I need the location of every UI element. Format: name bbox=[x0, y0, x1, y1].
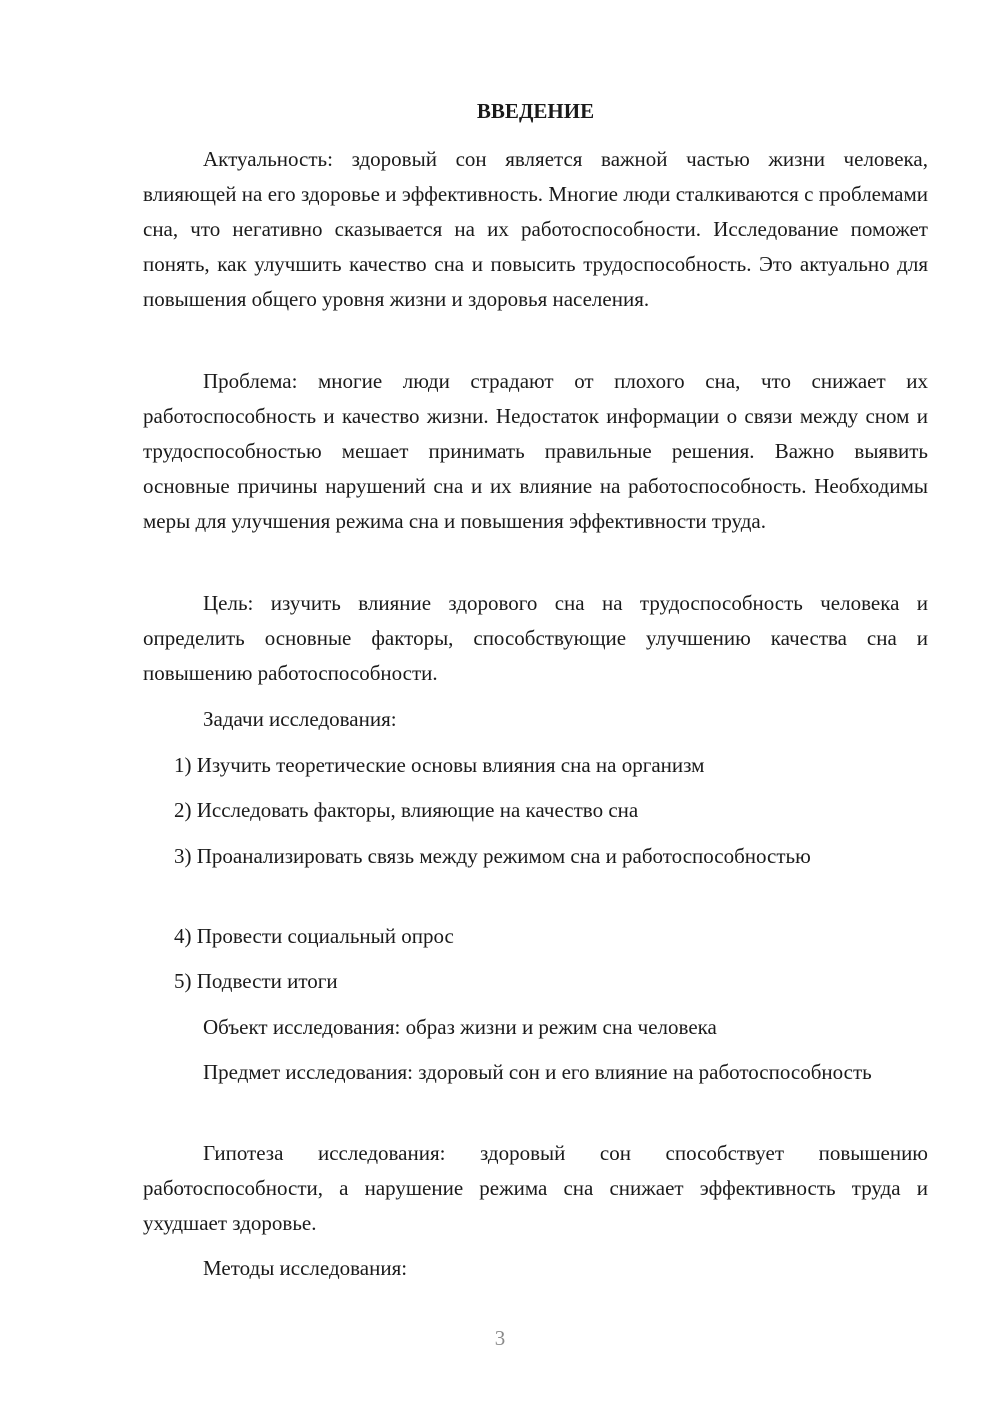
tasks-heading: Задачи исследования: bbox=[203, 707, 397, 731]
section-title: ВВЕДЕНИЕ bbox=[476, 99, 595, 123]
task-item-3: 3) Проанализировать связь между режимом сна и работоспособностью bbox=[174, 844, 811, 868]
paragraph-subject: Предмет исследования: здоровый сон и его влияние на работоспособность bbox=[203, 1060, 872, 1084]
paragraph-goal: Цель: изучить влияние здорового сна на трудоспособность человека и определить основные факторы, способствующие улучшению качества сна и повышению работоспособности. bbox=[143, 591, 928, 685]
paragraph-hypothesis: Гипотеза исследования: здоровый сон способствует повышению работоспособности, а нарушение режима сна снижает эффективность труда и ухудшает здоровье. bbox=[143, 1141, 928, 1235]
task-item-4: 4) Провести социальный опрос bbox=[174, 924, 454, 948]
methods-heading: Методы исследования: bbox=[203, 1256, 408, 1280]
paragraph-relevance: Актуальность: здоровый сон является важной частью жизни человека, влияющей на его здоровье и эффективность. Многие люди сталкиваются с проблемами сна, что негативно сказывается на их работоспособности. Исследование поможет понять, как улучшить качество сна и повысить трудоспособность. Это актуально для повышения общего уровня жизни и здоровья населения. bbox=[143, 147, 928, 311]
task-item-5: 5) Подвести итоги bbox=[174, 969, 338, 993]
paragraph-object: Объект исследования: образ жизни и режим сна человека bbox=[203, 1015, 717, 1039]
task-item-1: 1) Изучить теоретические основы влияния сна на организм bbox=[174, 753, 705, 777]
paragraph-problem: Проблема: многие люди страдают от плохого сна, что снижает их работоспособность и качество жизни. Недостаток информации о связи между сном и трудоспособностью мешает принимать правильные решения. Важно выявить основные причины нарушений сна и их влияние на работоспособность. Необходимы меры для улучшения режима сна и повышения эффективности труда. bbox=[143, 369, 928, 533]
task-item-2: 2) Исследовать факторы, влияющие на качество сна bbox=[174, 798, 639, 822]
page-number: 3 bbox=[494, 1326, 506, 1350]
